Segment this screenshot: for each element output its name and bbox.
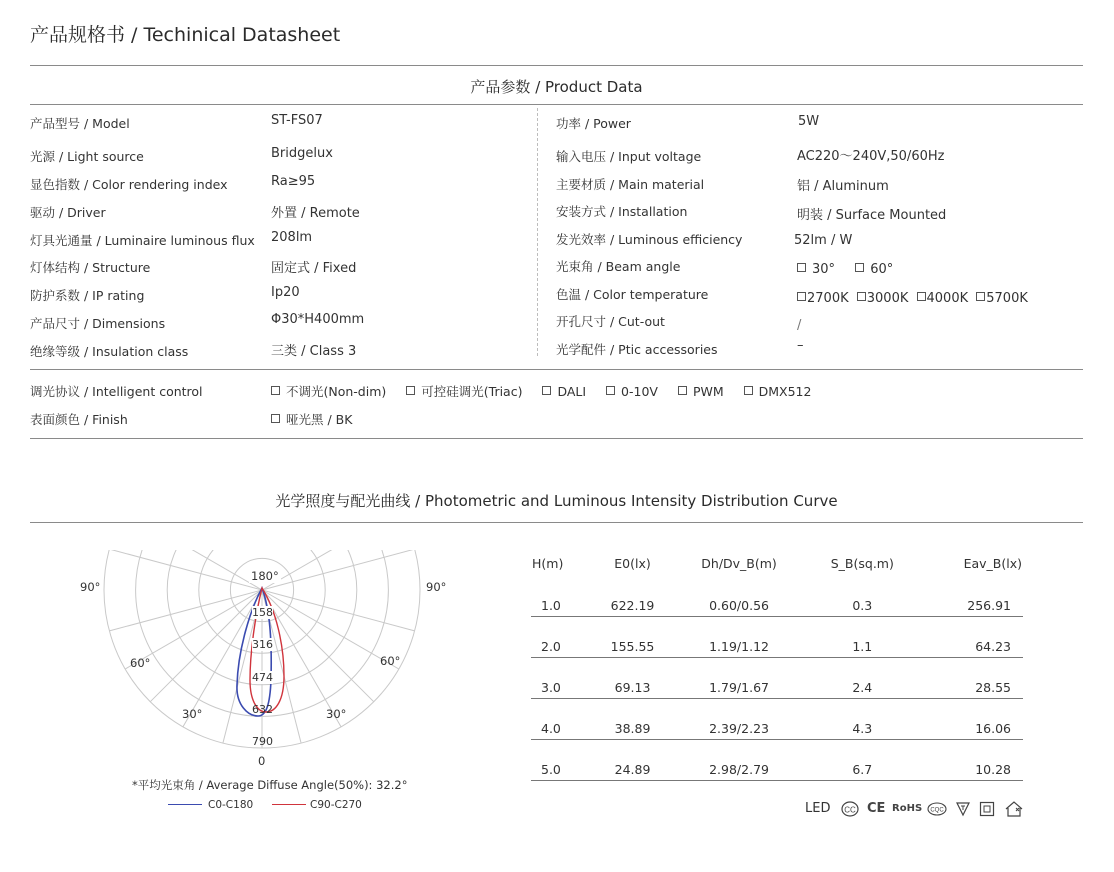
polar-label-0: 0 (258, 754, 266, 768)
spec-value-power: 5W (798, 114, 820, 129)
finish-option[interactable]: 哑光黑 / BK (271, 410, 352, 428)
table-cell: 4.0 (531, 699, 593, 740)
table-cell: 69.13 (593, 658, 672, 699)
control-option[interactable]: 不调光(Non-dim) (271, 382, 386, 400)
svg-text:CQC: CQC (930, 807, 944, 814)
spec-value-material: 铝 / Aluminum (797, 179, 889, 194)
table-row (531, 740, 1023, 781)
product-data-heading: 产品参数 / Product Data (470, 78, 643, 96)
table-row (531, 699, 1023, 740)
rohs-mark: RoHS (892, 803, 923, 814)
spec-label-ip-rating: 防护系数 / IP rating (30, 288, 145, 303)
polar-radial-label: 632 (252, 703, 273, 716)
polar-radial-label: 474 (252, 671, 273, 684)
spec-label-light-source: 光源 / Light source (30, 149, 144, 164)
polar-radial-label: 158 (252, 606, 273, 619)
spec-value-insulation: 三类 / Class 3 (271, 344, 357, 359)
table-cell: 2.98/2.79 (672, 740, 806, 781)
table-cell: 10.28 (919, 740, 1023, 781)
polar-label-30-left: 30° (182, 707, 203, 721)
cqc-icon (927, 800, 947, 818)
polar-label-60-left: 60° (130, 656, 151, 670)
polar-radial-label: 316 (252, 638, 273, 651)
spec-value-cutout: / (797, 318, 802, 333)
color-temp-option[interactable]: 3000K (857, 291, 909, 306)
spec-label-luminous-flux: 灯具光通量 / Luminaire luminous flux (30, 233, 255, 248)
spec-value-light-source: Bridgelux (271, 146, 333, 161)
beam-angle-note: *平均光束角 / Average Diffuse Angle(50%): 32.2° (132, 778, 408, 792)
spec-label-cutout: 开孔尺寸 / Cut-out (556, 314, 665, 329)
table-cell: 2.39/2.23 (672, 699, 806, 740)
spec-label-insulation: 绝缘等级 / Insulation class (30, 344, 189, 359)
beam-angle-option[interactable]: 30° (797, 262, 835, 277)
f-mark-icon (955, 800, 971, 818)
table-cell: 622.19 (593, 576, 672, 617)
polar-label-90-right: 90° (426, 580, 447, 594)
table-cell: 0.3 (806, 576, 919, 617)
spec-value-structure: 固定式 / Fixed (271, 261, 357, 276)
spec-value-efficiency: 52lm / W (794, 233, 853, 248)
spec-label-dimensions: 产品尺寸 / Dimensions (30, 316, 166, 331)
control-option[interactable]: DMX512 (744, 384, 812, 399)
spec-label-driver: 驱动 / Driver (30, 205, 106, 220)
table-cell: 1.1 (806, 617, 919, 658)
table-cell: 1.0 (531, 576, 593, 617)
table-row (531, 576, 1023, 617)
color-temp-option[interactable]: 5700K (976, 291, 1028, 306)
indoor-use-icon (1004, 800, 1024, 818)
polar-radial-label: 790 (252, 735, 273, 748)
spec-label-installation: 安装方式 / Installation (556, 204, 688, 219)
table-row (531, 617, 1023, 658)
control-label: 调光协议 / Intelligent control (30, 384, 203, 399)
table-header: S_B(sq.m) (830, 555, 894, 571)
legend-swatch-c90 (272, 804, 306, 805)
led-mark: LED (805, 801, 831, 816)
table-cell: 6.7 (806, 740, 919, 781)
table-cell: 1.19/1.12 (672, 617, 806, 658)
polar-label-30-right: 30° (326, 707, 347, 721)
legend-label-c0: C0-C180 (208, 799, 254, 811)
table-header: E0(lx) (614, 555, 651, 571)
photometric-table (531, 550, 1023, 781)
spec-value-luminous-flux: 208lm (271, 230, 313, 245)
photometric-heading: 光学照度与配光曲线 / Photometric and Luminous Intensity Distribution Curve (275, 492, 838, 510)
spec-label-power: 功率 / Power (556, 116, 631, 131)
table-cell: 16.06 (919, 699, 1023, 740)
page-title: 产品规格书 / Techinical Datasheet (30, 24, 341, 46)
polar-label-90-left: 90° (80, 580, 101, 594)
spec-label-model: 产品型号 / Model (30, 116, 130, 131)
table-cell: 155.55 (593, 617, 672, 658)
table-cell: 38.89 (593, 699, 672, 740)
table-cell: 2.0 (531, 617, 593, 658)
spec-label-color-temp: 色温 / Color temperature (556, 287, 709, 302)
finish-label: 表面颜色 / Finish (30, 412, 128, 427)
color-temp-option[interactable]: 2700K (797, 291, 849, 306)
table-cell: 3.0 (531, 658, 593, 699)
spec-label-structure: 灯体结构 / Structure (30, 260, 151, 275)
ccc-icon (840, 800, 860, 818)
table-header: H(m) (532, 555, 564, 571)
table-cell: 256.91 (919, 576, 1023, 617)
control-option[interactable]: PWM (678, 384, 724, 399)
table-cell: 5.0 (531, 740, 593, 781)
spec-label-input-voltage: 输入电压 / Input voltage (556, 149, 702, 164)
table-header: Dh/Dv_B(m) (701, 555, 777, 571)
spec-value-dimensions: Φ30*H400mm (271, 312, 365, 327)
svg-text:CC: CC (844, 805, 856, 815)
spec-value-ip-rating: Ip20 (271, 285, 300, 300)
control-option[interactable]: DALI (542, 384, 586, 399)
polar-label-60-right: 60° (380, 654, 401, 668)
beam-angle-option[interactable]: 60° (855, 262, 893, 277)
spec-value-installation: 明装 / Surface Mounted (797, 208, 947, 223)
table-cell: 28.55 (919, 658, 1023, 699)
table-cell: 4.3 (806, 699, 919, 740)
table-header-row (531, 550, 1023, 576)
table-cell: 24.89 (593, 740, 672, 781)
spec-label-beam-angle: 光束角 / Beam angle (556, 259, 681, 274)
control-option[interactable]: 可控硅调光(Triac) (406, 382, 522, 400)
table-cell: 1.79/1.67 (672, 658, 806, 699)
table-cell: 64.23 (919, 617, 1023, 658)
spec-value-cri: Ra≥95 (271, 174, 316, 189)
ce-mark: CE (867, 801, 886, 816)
legend-label-c90: C90-C270 (310, 799, 362, 811)
table-cell: 2.4 (806, 658, 919, 699)
control-option[interactable]: 0-10V (606, 384, 658, 399)
spec-value-input-voltage: AC220～240V,50/60Hz (797, 149, 945, 164)
spec-label-accessories: 光学配件 / Ptic accessories (556, 342, 718, 357)
polar-label-180: 180° (251, 569, 279, 583)
spec-value-accessories: – (797, 338, 804, 353)
legend-swatch-c0 (168, 804, 202, 805)
table-cell: 0.60/0.56 (672, 576, 806, 617)
color-temp-option[interactable]: 4000K (917, 291, 969, 306)
class-ii-icon (979, 800, 995, 818)
spec-value-driver: 外置 / Remote (271, 206, 360, 221)
spec-label-efficiency: 发光效率 / Luminous efficiency (556, 232, 743, 247)
spec-label-cri: 显色指数 / Color rendering index (30, 177, 228, 192)
table-header: Eav_B(lx) (963, 555, 1022, 571)
table-row (531, 658, 1023, 699)
spec-value-model: ST-FS07 (271, 113, 323, 128)
spec-label-material: 主要材质 / Main material (556, 177, 705, 192)
